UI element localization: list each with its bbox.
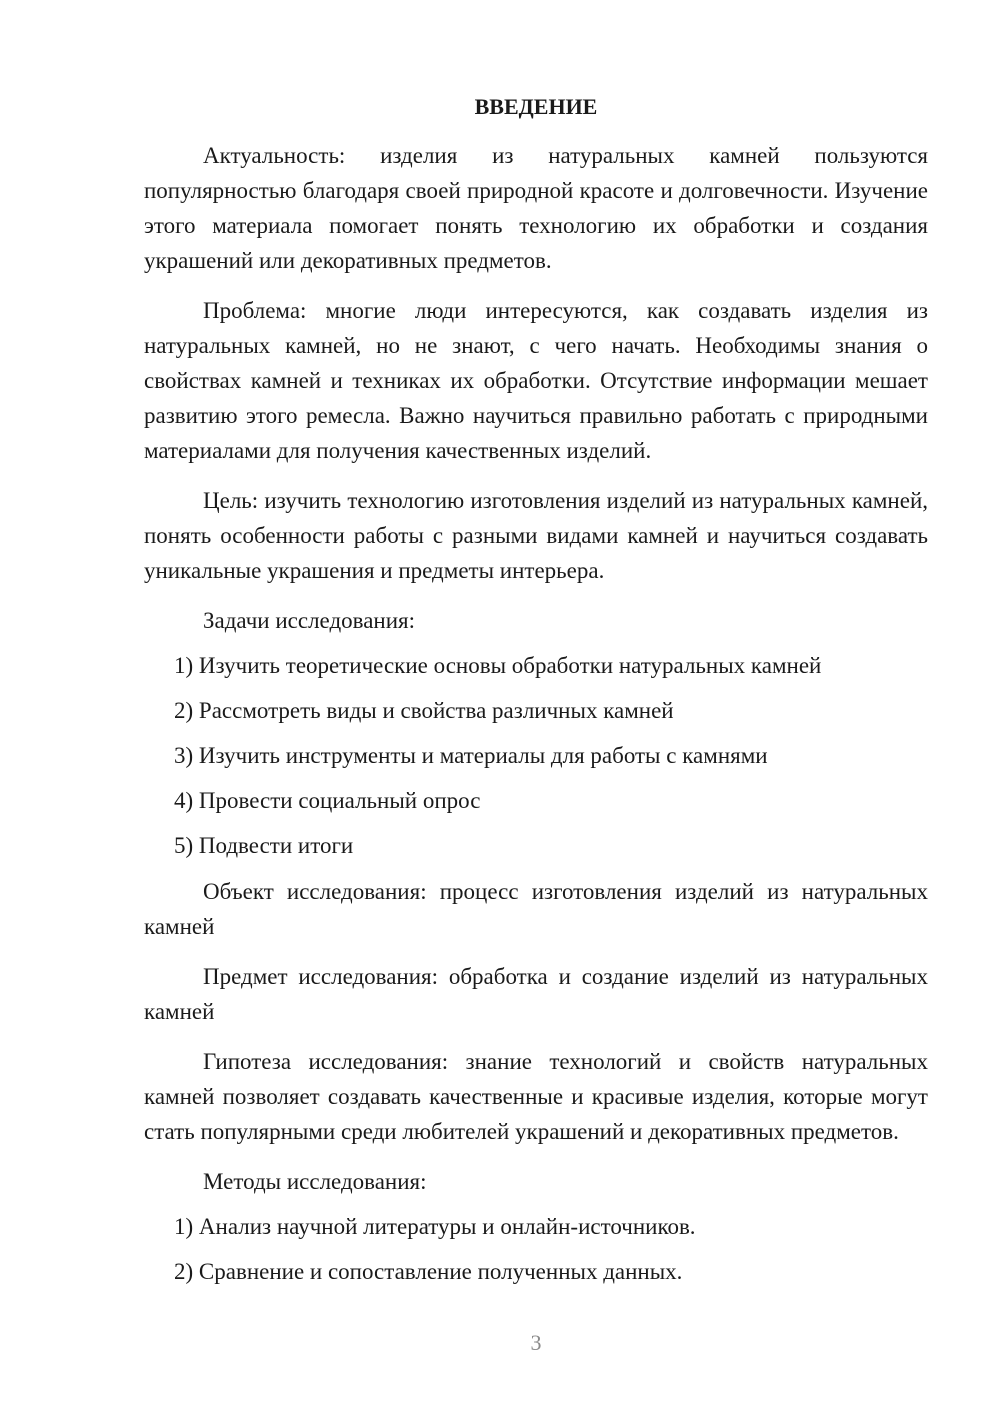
goal-paragraph: Цель: изучить технологию изготовления изделий из натуральных камней, понять особенности работы с разными видами камней и научиться создавать уникальные украшения и предметы интерьера. (144, 488, 928, 583)
tasks-list-item: 3) Изучить инструменты и материалы для работы с камнями (174, 743, 768, 768)
relevance-paragraph: Актуальность: изделия из натуральных камней пользуются популярностью благодаря своей природной красоте и долговечности. Изучение этого материала помогает понять технологию их обработки и создания украшений или декоративных предметов. (144, 143, 928, 273)
tasks-list-item: 4) Провести социальный опрос (174, 788, 481, 813)
problem-paragraph: Проблема: многие люди интересуются, как создавать изделия из натуральных камней, но не знают, с чего начать. Необходимы знания о свойствах камней и техниках их обработки. Отсутствие информации мешает развитию этого ремесла. Важно научиться правильно работать с природными материалами для получения качественных изделий. (144, 298, 928, 463)
page-title: ВВЕДЕНИЕ (474, 94, 598, 119)
methods-list-item: 2) Сравнение и сопоставление полученных данных. (174, 1259, 683, 1284)
tasks-list-item: 2) Рассмотреть виды и свойства различных камней (174, 698, 674, 723)
tasks-heading: Задачи исследования: (203, 608, 416, 633)
tasks-list (144, 648, 928, 863)
methods-list-item: 1) Анализ научной литературы и онлайн-источников. (174, 1214, 696, 1239)
methods-heading: Методы исследования: (203, 1169, 427, 1194)
hypothesis-paragraph: Гипотеза исследования: знание технологий и свойств натуральных камней позволяет создавать качественные и красивые изделия, которые могут стать популярными среди любителей украшений и декоративных предметов. (144, 1049, 928, 1144)
object-paragraph: Объект исследования: процесс изготовления изделий из натуральных камней (144, 879, 928, 939)
methods-list (144, 1209, 928, 1289)
tasks-list-item: 5) Подвести итоги (174, 833, 354, 858)
tasks-list-item: 1) Изучить теоретические основы обработки натуральных камней (174, 653, 822, 678)
document-body (144, 92, 928, 1300)
page-number: 3 (530, 1330, 542, 1355)
subject-paragraph: Предмет исследования: обработка и создание изделий из натуральных камней (144, 964, 928, 1024)
